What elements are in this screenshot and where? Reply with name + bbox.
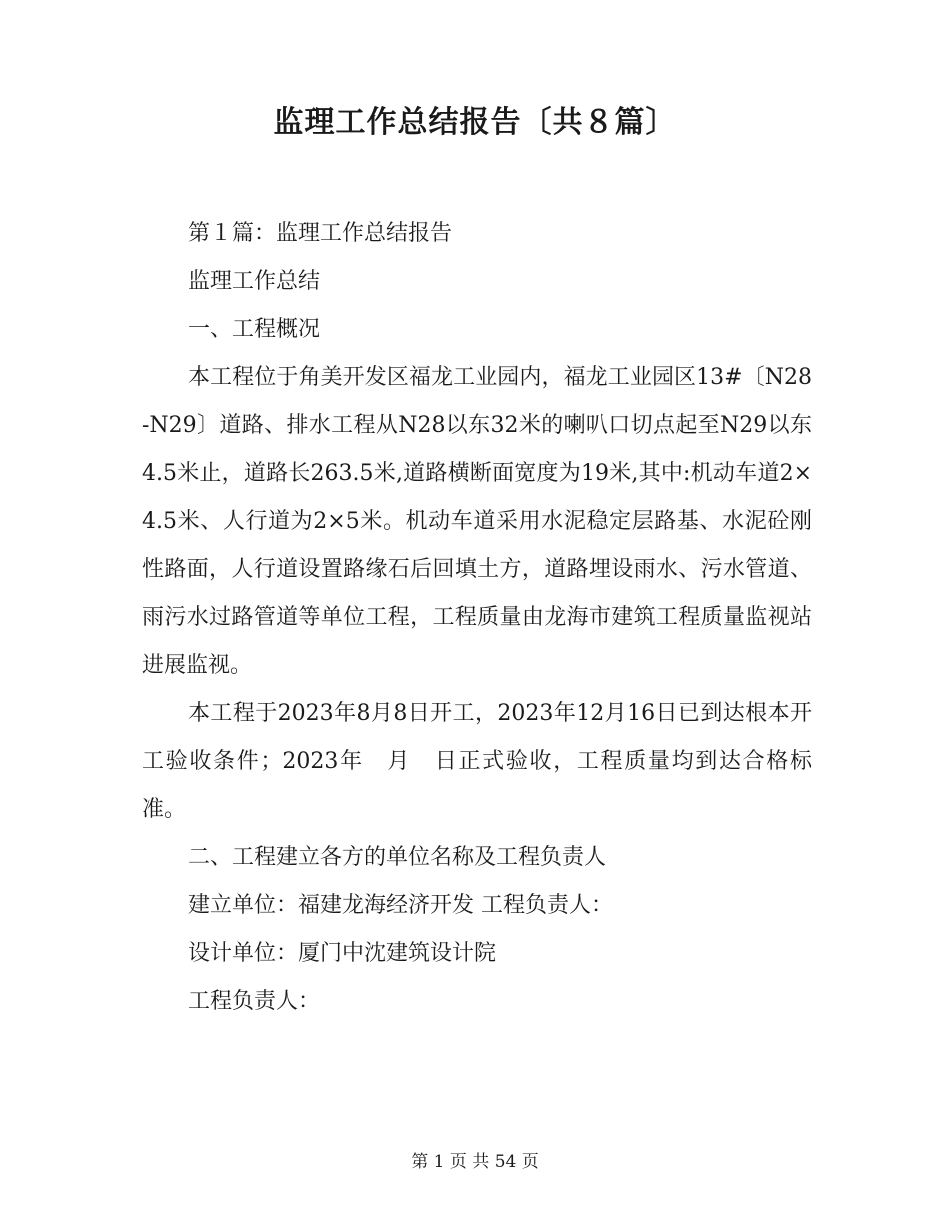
paragraph-heading-overview: 一、工程概况	[188, 317, 321, 342]
document-body	[142, 210, 812, 1026]
paragraph-construction-unit: 建立单位：福建龙海经济开发 工程负责人：	[188, 893, 613, 918]
paragraph-section-heading: 第１篇：监理工作总结报告	[188, 221, 453, 246]
paragraph-project-description: 本工程位于角美开发区福龙工业园内，福龙工业园区13#〔N28-N29〕道路、排水工程从N28以东32米的喇叭口切点起至N29以东4.5米止，道路长263.5米,道路横断面宽度为19米,其中:机动车道2×4.5米、人行道为2×5米。机动车道采用水泥稳定层路基、水泥砼刚性路面，人行道设置路缘石后回填土方，道路埋设雨水、污水管道、雨污水过路管道等单位工程，工程质量由龙海市建筑工程质量监视站进展监视。	[142, 365, 812, 678]
document-title: 监理工作总结报告〔共８篇〕	[273, 105, 677, 140]
page-footer: 第 1 页 共 54 页	[411, 1152, 539, 1172]
paragraph-subtitle: 监理工作总结	[188, 269, 321, 294]
paragraph-project-leader: 工程负责人：	[188, 989, 321, 1014]
paragraph-schedule: 本工程于2023年8月8日开工，2023年12月16日已到达根本开工验收条件；2023年 月 日正式验收，工程质量均到达合格标准。	[142, 701, 812, 822]
paragraph-heading-parties: 二、工程建立各方的单位名称及工程负责人	[188, 845, 607, 870]
paragraph-design-unit: 设计单位：厦门中沈建筑设计院	[188, 941, 497, 966]
